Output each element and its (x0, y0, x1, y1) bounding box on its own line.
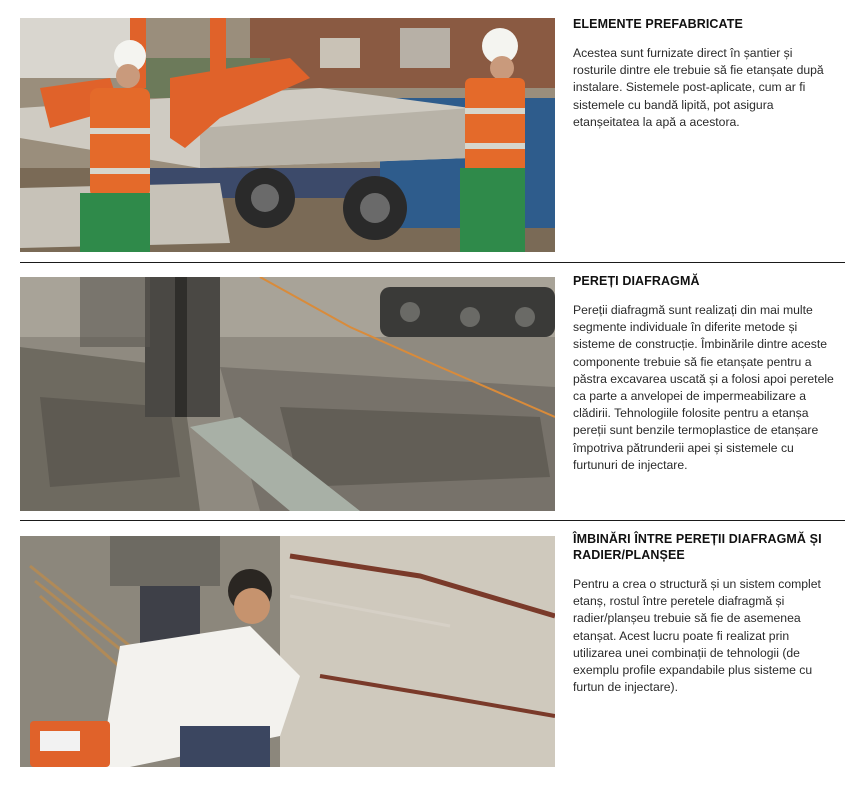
section-body: Acestea sunt furnizate direct în șantier și rosturile dintre ele trebuie să fie etanșate după instalare. Sistemele post-aplicate, cum ar fi sistemele cu bandă lipită, pot asigura etanșeitatea la apă a acestora. (573, 46, 824, 129)
photo-diaphragm-walls (20, 277, 555, 511)
section-heading: ÎMBINĂRI ÎNTRE PEREȚII DIAFRAGMĂ ȘI RADIER/PLANȘEE (573, 532, 822, 562)
text-block-precast (573, 16, 835, 131)
section-body: Pereții diafragmă sunt realizați din mai multe segmente individuale în diferite metode și sisteme de construcție. Îmbinările dintre aceste componente trebuie să fie etanșate pentru a păstra excavarea uscată și a folosi apoi peretele ca parte a anvelopei de impermeabilizare a clădirii. Tehnologiile folosite pentru a etanșa pereții sunt benzile termoplastice de etanșare împotriva pătrunderii apei și sistemele cu furtunuri de injectare. (573, 303, 834, 472)
text-block-joints (573, 531, 835, 696)
section-body: Pentru a crea o structură și un sistem complet etanș, rostul între peretele diafragmă și radier/planșeu trebuie să fie de asemenea etanșat. Acest lucru poate fi realizat prin utilizarea unei combinații de tehnologii (de exemplu profile expandabile plus sisteme cu furtun de injectare). (573, 577, 821, 695)
section-heading: ELEMENTE PREFABRICATE (573, 17, 743, 31)
section-divider (20, 262, 845, 263)
section-heading: PEREȚI DIAFRAGMĂ (573, 274, 700, 288)
photo-precast-elements (20, 18, 555, 252)
section-divider (20, 520, 845, 521)
text-block-diaphragm (573, 273, 835, 474)
photo-wall-slab-joints (20, 536, 555, 767)
